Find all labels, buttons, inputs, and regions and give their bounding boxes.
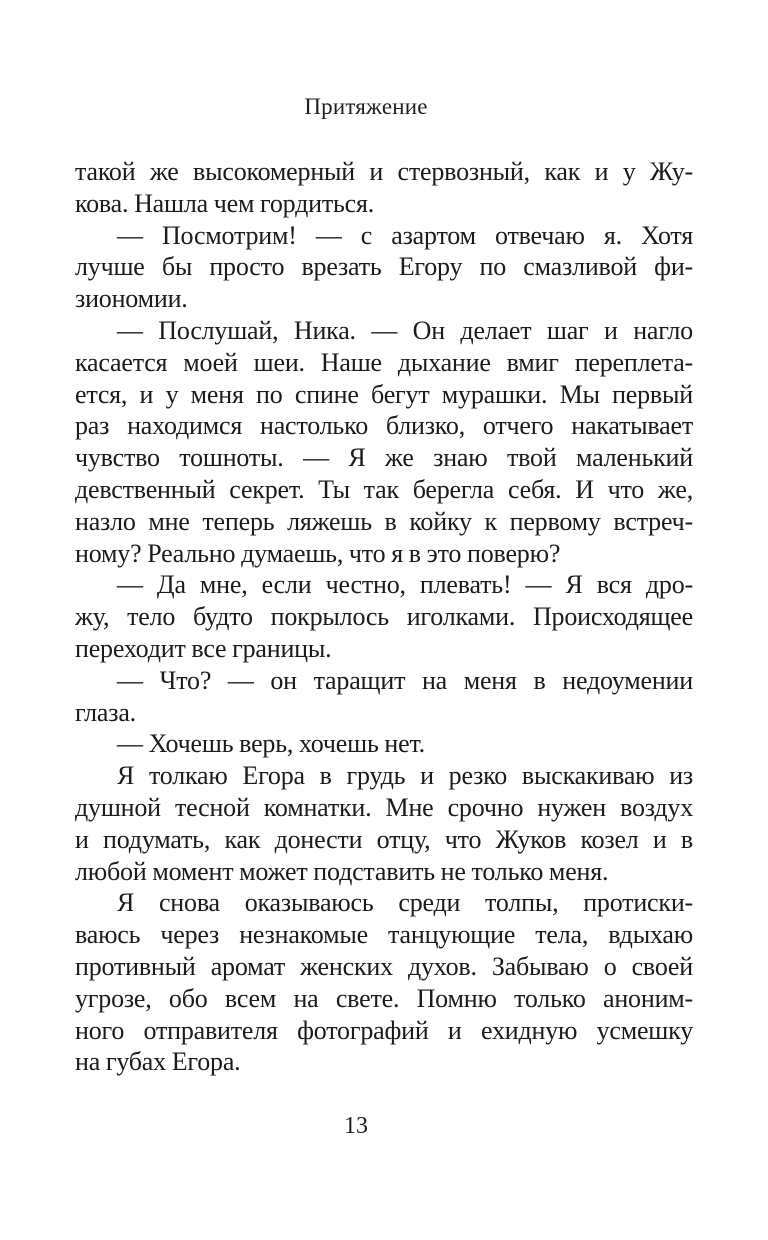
text-line: — Да мне, если честно, плевать! — Я вся дро- xyxy=(117,570,693,600)
text-line: — Хочешь верь, хочешь нет. xyxy=(117,729,425,759)
text-line: — Что? — он таращит на меня в недоумении xyxy=(117,665,693,695)
text-line: Я снова оказываюсь среди толпы, протиски- xyxy=(117,888,693,918)
text-line: Я толкаю Егора в грудь и резко выскакиваю из xyxy=(117,761,693,791)
text-line: назло мне теперь ляжешь в койку к первому встреч- xyxy=(75,506,693,536)
text-line: и подумать, как донести отцу, что Жуков козел и в xyxy=(75,824,693,854)
text-line: глаза. xyxy=(75,697,136,727)
text-line: переходит все границы. xyxy=(75,633,332,663)
text-line: раз находимся настолько близко, отчего накатывает xyxy=(75,411,693,441)
text-line: — Послушай, Ника. — Он делает шаг и нагло xyxy=(117,315,693,345)
text-line: ваюсь через незнакомые танцующие тела, вдыхаю xyxy=(75,920,693,950)
text-line: такой же высокомерный и стервозный, как и у Жу- xyxy=(75,157,693,186)
paragraph xyxy=(75,569,693,664)
text-line: ется, и у меня по спине бегут мурашки. Мы первый xyxy=(75,379,693,409)
running-header-title: Притяжение xyxy=(304,94,428,119)
text-line: ного отправителя фотографий и ехидную усмешку xyxy=(75,1015,693,1045)
paragraph xyxy=(75,760,693,887)
body-text xyxy=(75,156,693,1078)
text-line: любой момент может подставить не только меня. xyxy=(75,856,609,886)
text-line: чувство тошноты. — Я же знаю твой маленький xyxy=(75,443,693,473)
paragraph xyxy=(75,665,693,729)
text-line: жу, тело будто покрылось иголками. Происходящее xyxy=(75,602,693,632)
text-line: душной тесной комнатки. Мне срочно нужен воздух xyxy=(75,792,693,822)
text-line: ному? Реально думаешь, что я в это поверю? xyxy=(75,538,561,568)
text-line: лучше бы просто врезать Егору по смазливой фи- xyxy=(75,252,693,282)
text-line: противный аромат женских духов. Забываю о своей xyxy=(75,951,693,981)
text-line: на губах Егора. xyxy=(75,1047,241,1077)
text-line: касается моей шеи. Наше дыхание вмиг переплета- xyxy=(75,347,693,377)
text-line: девственный секрет. Ты так берегла себя. И что же, xyxy=(75,474,693,504)
paragraph xyxy=(75,156,693,220)
text-line: кова. Нашла чем гордиться. xyxy=(75,188,375,218)
text-line: угрозе, обо всем на свете. Помню только аноним- xyxy=(75,983,693,1013)
paragraph xyxy=(75,315,693,569)
page-number: 13 xyxy=(344,1113,368,1139)
text-line: — Посмотрим! — с азартом отвечаю я. Хотя xyxy=(117,220,693,250)
paragraph xyxy=(75,728,693,760)
paragraph xyxy=(75,220,693,315)
paragraph xyxy=(75,887,693,1078)
text-line: зиономии. xyxy=(75,284,188,314)
